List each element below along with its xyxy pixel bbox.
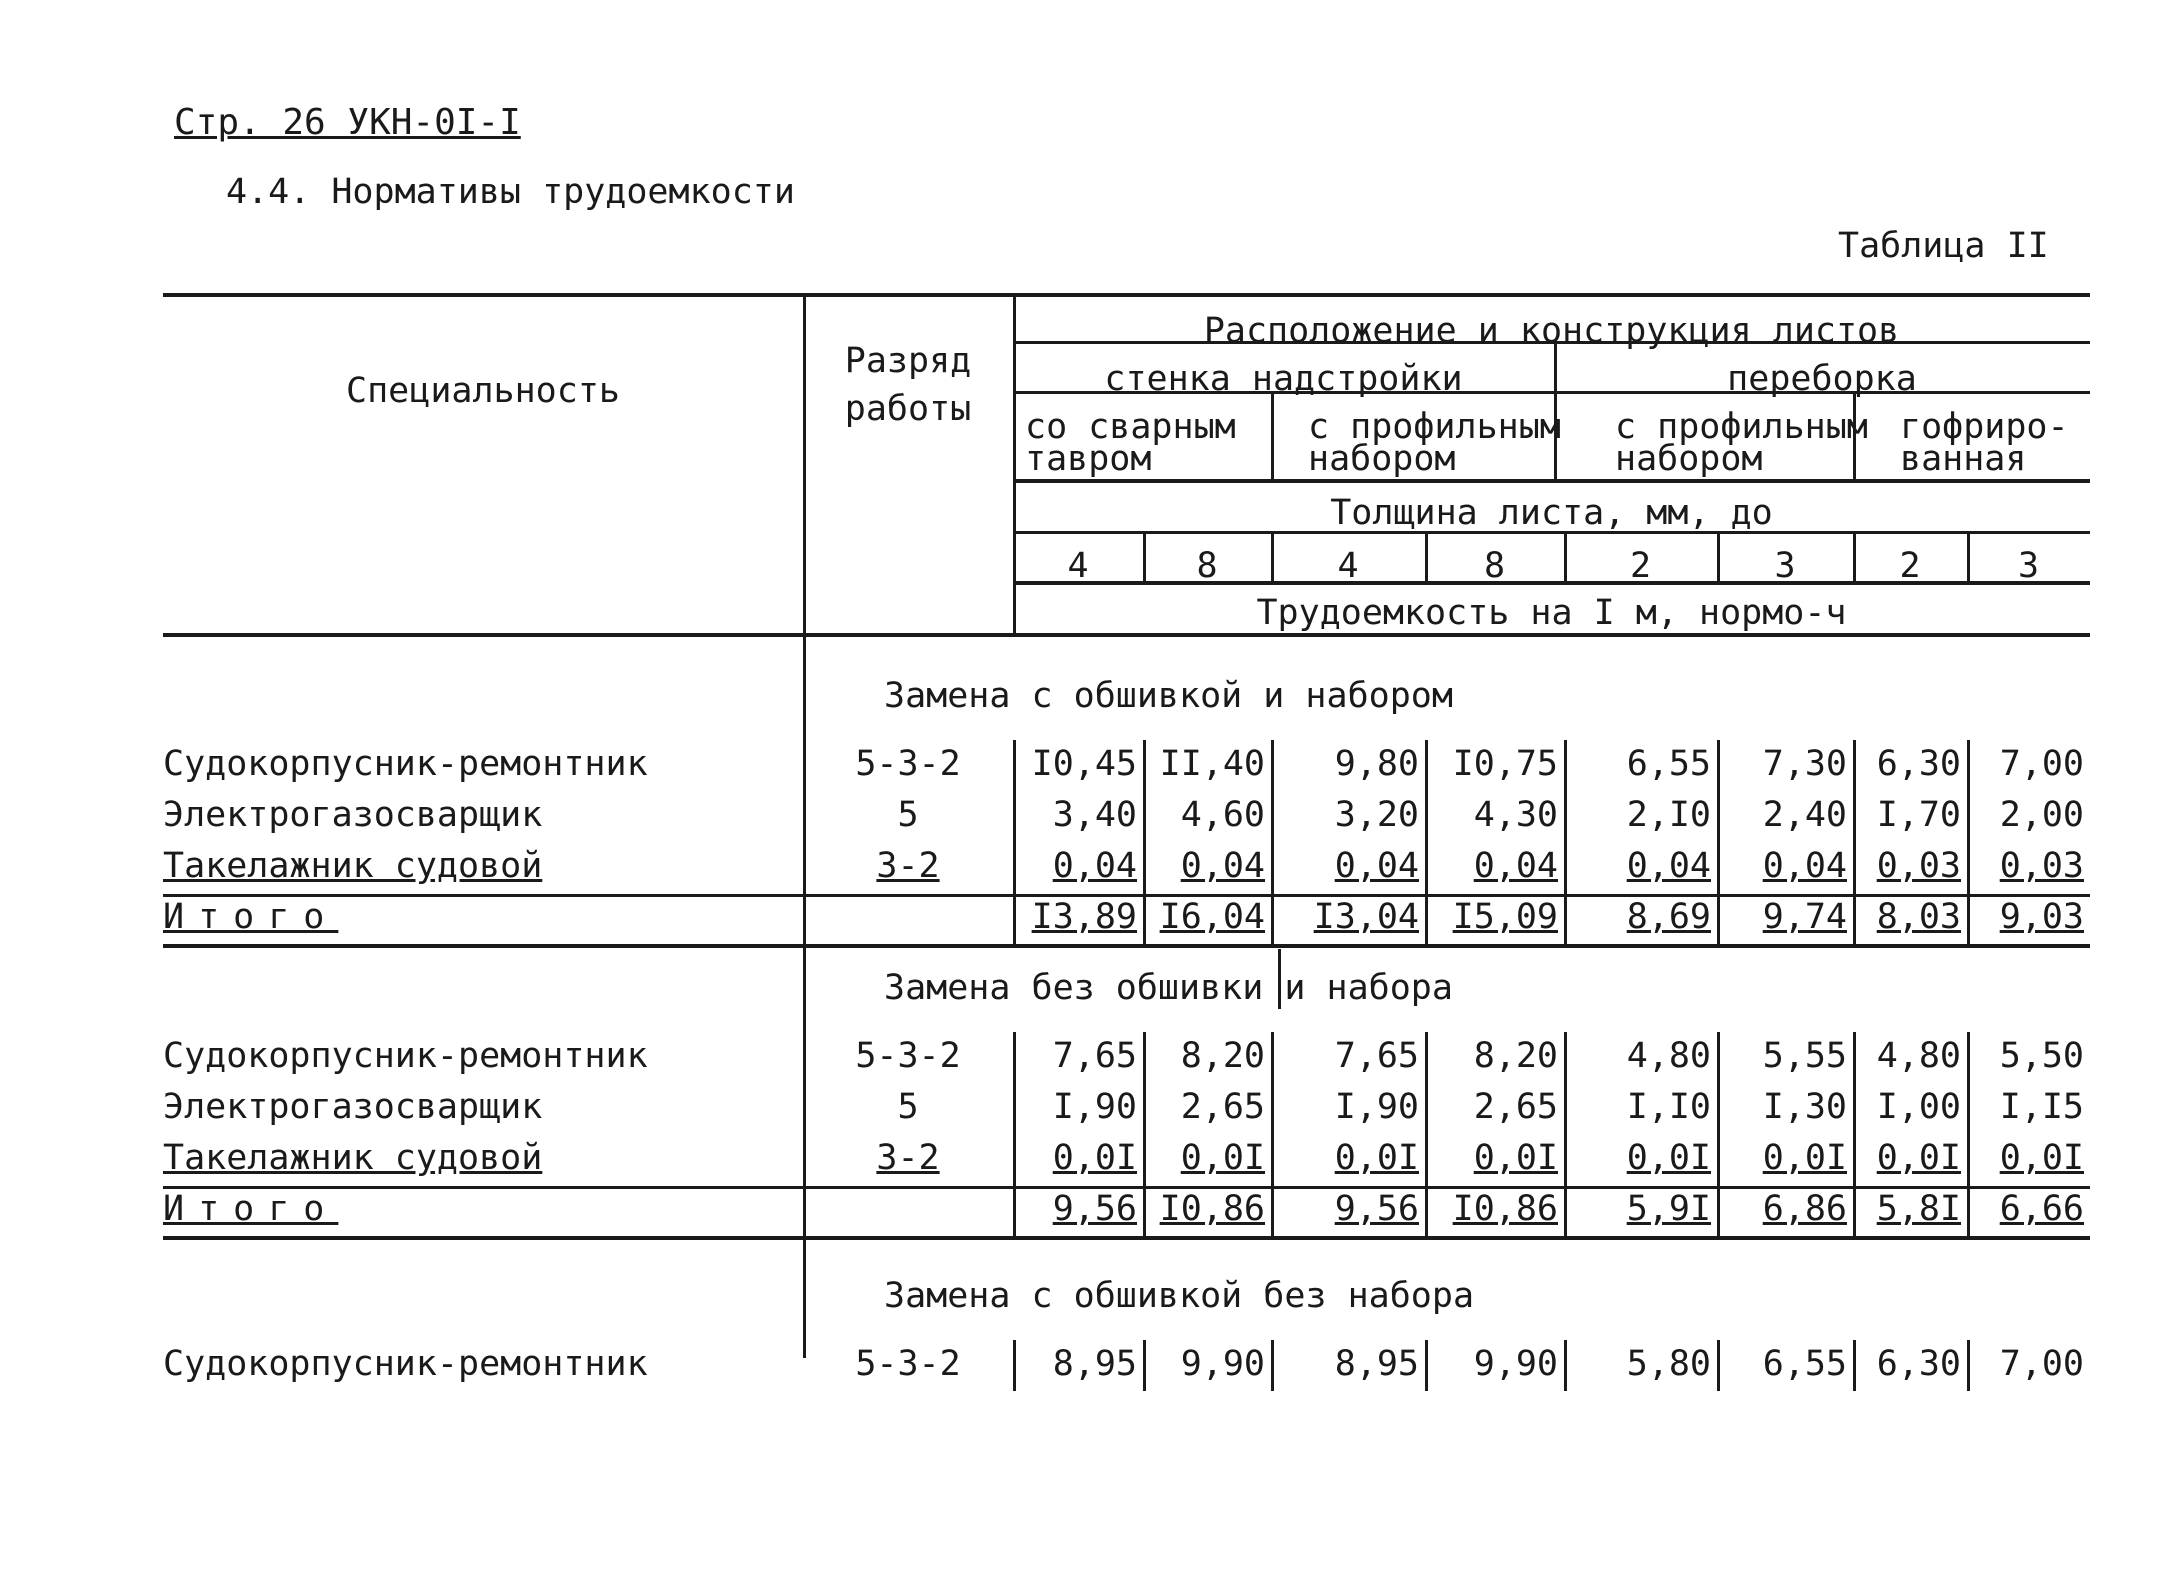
header-sub-corrugated-line1: гофриро- [1900, 407, 2069, 447]
column-divider [1967, 1340, 1970, 1391]
column-divider [1271, 1083, 1274, 1134]
column-divider [1717, 791, 1720, 842]
table-cell: 0,04 [1334, 846, 1419, 886]
table-cell: 6,55 [1626, 744, 1711, 784]
column-divider [1853, 893, 1856, 944]
total-cell: I6,04 [1159, 897, 1265, 937]
column-divider [1271, 842, 1274, 893]
table-cell: 8,95 [1334, 1344, 1419, 1384]
table-cell: 4,80 [1876, 1036, 1961, 1076]
column-divider [1271, 531, 1274, 581]
column-divider [1271, 740, 1274, 791]
header-group-bulkhead: переборка [1727, 359, 1917, 399]
table-rule [1013, 581, 2090, 585]
table-cell: 5,80 [1626, 1344, 1711, 1384]
row-grade: 3-2 [876, 846, 940, 886]
thickness-value: 2 [1629, 546, 1652, 586]
table-label: Таблица II [1838, 226, 2049, 266]
column-divider [1143, 842, 1146, 893]
table-cell: 0,04 [1052, 846, 1137, 886]
table-cell: I,I5 [1999, 1087, 2084, 1127]
column-divider [1143, 1134, 1146, 1185]
total-cell: 9,56 [1052, 1189, 1137, 1229]
header-sub-profiled-bulkhead-line2: набором [1615, 439, 1763, 479]
column-divider [1013, 1032, 1016, 1083]
column-divider [1967, 1032, 1970, 1083]
section-title: Замена с обшивкой без набора [884, 1276, 1475, 1316]
table-cell: 2,00 [1999, 795, 2084, 835]
column-divider [1271, 1134, 1274, 1185]
column-divider [1717, 1340, 1720, 1391]
table-cell: 0,0I [1762, 1138, 1847, 1178]
row-grade: 3-2 [876, 1138, 940, 1178]
column-divider [1853, 842, 1856, 893]
column-divider [1564, 893, 1567, 944]
column-divider [1013, 1134, 1016, 1185]
column-divider [1717, 893, 1720, 944]
table-cell: 5,55 [1762, 1036, 1847, 1076]
table-cell: 6,55 [1762, 1344, 1847, 1384]
row-grade: 5 [897, 1087, 919, 1127]
column-divider [1143, 531, 1146, 581]
labor-norms-table [163, 293, 2090, 1384]
column-divider [1271, 893, 1274, 944]
table-cell: 4,80 [1626, 1036, 1711, 1076]
column-divider [1143, 1032, 1146, 1083]
column-divider [1425, 893, 1428, 944]
table-cell: 7,00 [1999, 744, 2084, 784]
column-divider [1967, 1185, 1970, 1236]
total-cell: 8,03 [1876, 897, 1961, 937]
header-sub-profiled-bulkhead-line1: с профильным [1615, 407, 1868, 447]
column-divider [1425, 842, 1428, 893]
column-divider [1143, 893, 1146, 944]
row-grade: 5 [897, 795, 919, 835]
table-rule [1013, 531, 2090, 534]
table-cell: 2,I0 [1626, 795, 1711, 835]
column-divider [1425, 740, 1428, 791]
table-cell: 0,0I [1473, 1138, 1558, 1178]
total-cell: I3,89 [1031, 897, 1137, 937]
column-divider [1564, 791, 1567, 842]
table-cell: 0,0I [1876, 1138, 1961, 1178]
table-cell: I,90 [1052, 1087, 1137, 1127]
table-cell: 0,03 [1999, 846, 2084, 886]
table-rule [163, 1186, 2090, 1189]
total-cell: 5,8I [1876, 1189, 1961, 1229]
column-divider [1853, 1340, 1856, 1391]
column-divider [1853, 1083, 1856, 1134]
column-divider [1425, 1185, 1428, 1236]
table-cell: I,70 [1876, 795, 1961, 835]
column-divider [1425, 1340, 1428, 1391]
column-divider [1853, 791, 1856, 842]
column-divider [1564, 740, 1567, 791]
thickness-value: 8 [1196, 546, 1218, 586]
row-specialty: Судокорпусник-ремонтник [163, 744, 648, 784]
column-divider [803, 633, 806, 1028]
column-divider [1717, 1083, 1720, 1134]
table-cell: 0,0I [1626, 1138, 1711, 1178]
table-cell: 0,0I [1052, 1138, 1137, 1178]
header-labor: Трудоемкость на I м, нормо-ч [1256, 593, 1847, 633]
column-divider [1853, 531, 1856, 581]
table-cell: 2,65 [1180, 1087, 1265, 1127]
column-divider [1143, 1340, 1146, 1391]
table-cell: I,I0 [1626, 1087, 1711, 1127]
table-cell: 0,0I [1999, 1138, 2084, 1178]
column-divider [1143, 1083, 1146, 1134]
table-cell: 9,90 [1180, 1344, 1265, 1384]
table-rule [163, 1236, 2090, 1240]
column-divider [1013, 791, 1016, 842]
table-cell: 8,20 [1473, 1036, 1558, 1076]
column-divider [1278, 949, 1281, 1009]
column-divider [1013, 293, 1016, 633]
row-specialty: Судокорпусник-ремонтник [163, 1036, 648, 1076]
table-cell: I0,75 [1452, 744, 1558, 784]
column-divider [1143, 1185, 1146, 1236]
column-divider [1967, 1134, 1970, 1185]
table-cell: 9,80 [1334, 744, 1419, 784]
total-cell: I0,86 [1159, 1189, 1265, 1229]
column-divider [1271, 1032, 1274, 1083]
column-divider [1967, 893, 1970, 944]
thickness-value: 8 [1483, 546, 1506, 586]
header-sub-welded-line2: тавром [1025, 439, 1152, 479]
column-divider [1967, 531, 1970, 581]
table-cell: 6,30 [1876, 744, 1961, 784]
table-cell: 7,65 [1334, 1036, 1419, 1076]
total-label: Итого [163, 897, 339, 937]
table-cell: 2,40 [1762, 795, 1847, 835]
column-divider [1425, 1032, 1428, 1083]
thickness-value: 4 [1067, 546, 1089, 586]
column-divider [1013, 893, 1016, 944]
column-divider [1853, 1185, 1856, 1236]
section-title: Замена без обшивки и набора [884, 968, 1453, 1008]
table-cell: 7,00 [1999, 1344, 2084, 1384]
total-cell: I5,09 [1452, 897, 1558, 937]
table-rule [163, 633, 2090, 637]
column-divider [1564, 1340, 1567, 1391]
column-divider [1271, 791, 1274, 842]
table-rule [163, 894, 2090, 897]
table-cell: I0,45 [1031, 744, 1137, 784]
column-divider [1564, 1134, 1567, 1185]
total-cell: 5,9I [1626, 1189, 1711, 1229]
column-divider [803, 1213, 806, 1358]
column-divider [803, 293, 806, 633]
thickness-value: 4 [1337, 546, 1359, 586]
total-label: Итого [163, 1189, 339, 1229]
column-divider [1717, 740, 1720, 791]
table-cell: II,40 [1159, 744, 1265, 784]
row-grade: 5-3-2 [855, 744, 961, 784]
column-divider [1143, 740, 1146, 791]
column-divider [1425, 1083, 1428, 1134]
header-specialty: Специальность [346, 371, 620, 411]
header-grade-line1: Разряд [844, 341, 972, 381]
total-cell: 9,56 [1334, 1189, 1419, 1229]
column-divider [1425, 791, 1428, 842]
row-specialty: Такелажник судовой [163, 846, 543, 886]
total-cell: 8,69 [1626, 897, 1711, 937]
table-cell: 3,20 [1334, 795, 1419, 835]
thickness-value: 3 [2017, 546, 2040, 586]
table-cell: I,90 [1334, 1087, 1419, 1127]
total-cell: 9,03 [1999, 897, 2084, 937]
table-cell: 8,20 [1180, 1036, 1265, 1076]
header-thickness: Толщина листа, мм, до [1330, 493, 1773, 533]
table-rule [1013, 479, 2090, 483]
section-title: 4.4. Нормативы трудоемкости [226, 172, 795, 212]
column-divider [1143, 791, 1146, 842]
column-divider [1717, 531, 1720, 581]
table-cell: 0,0I [1180, 1138, 1265, 1178]
table-cell: 0,03 [1876, 846, 1961, 886]
table-cell: 8,95 [1052, 1344, 1137, 1384]
table-cell: I,00 [1876, 1087, 1961, 1127]
row-specialty: Судокорпусник-ремонтник [163, 1344, 648, 1384]
table-cell: 0,04 [1473, 846, 1558, 886]
column-divider [1013, 740, 1016, 791]
table-cell: 7,30 [1762, 744, 1847, 784]
column-divider [1013, 842, 1016, 893]
table-rule [1013, 391, 2090, 394]
header-sub-profiled-wall-line1: с профильным [1308, 407, 1561, 447]
column-divider [1271, 1340, 1274, 1391]
column-divider [1853, 391, 1856, 481]
thickness-value: 3 [1774, 546, 1796, 586]
header-sub-profiled-wall-line2: набором [1308, 439, 1456, 479]
total-cell: I3,04 [1313, 897, 1419, 937]
table-rule [1013, 341, 2090, 344]
column-divider [1271, 1185, 1274, 1236]
column-divider [1564, 1032, 1567, 1083]
column-divider [1967, 740, 1970, 791]
header-grade-line2: работы [844, 389, 972, 429]
table-cell: 6,30 [1876, 1344, 1961, 1384]
column-divider [1271, 391, 1274, 481]
column-divider [1717, 842, 1720, 893]
column-divider [1564, 531, 1567, 581]
total-cell: I0,86 [1452, 1189, 1558, 1229]
table-rule [163, 944, 2090, 948]
column-divider [1717, 1032, 1720, 1083]
table-cell: 0,04 [1762, 846, 1847, 886]
column-divider [1717, 1134, 1720, 1185]
row-specialty: Такелажник судовой [163, 1138, 543, 1178]
table-cell: 4,30 [1473, 795, 1558, 835]
column-divider [1013, 1340, 1016, 1391]
table-cell: 2,65 [1473, 1087, 1558, 1127]
table-rule [163, 293, 2090, 297]
header-placement: Расположение и конструкция листов [1203, 311, 1900, 351]
row-specialty: Электрогазосварщик [163, 1087, 543, 1127]
column-divider [1425, 1134, 1428, 1185]
row-grade: 5-3-2 [855, 1344, 961, 1384]
column-divider [1967, 1083, 1970, 1134]
column-divider [1564, 842, 1567, 893]
section-title: Замена с обшивкой и набором [884, 676, 1453, 716]
column-divider [1967, 791, 1970, 842]
table-cell: 4,60 [1180, 795, 1265, 835]
table-cell: 9,90 [1473, 1344, 1558, 1384]
column-divider [1564, 1083, 1567, 1134]
column-divider [1564, 1185, 1567, 1236]
table-cell: 0,04 [1180, 846, 1265, 886]
column-divider [1967, 842, 1970, 893]
column-divider [1554, 341, 1557, 481]
header-sub-welded-line1: со сварным [1025, 407, 1236, 447]
row-grade: 5-3-2 [855, 1036, 961, 1076]
row-specialty: Электрогазосварщик [163, 795, 543, 835]
total-cell: 6,66 [1999, 1189, 2084, 1229]
column-divider [1013, 1083, 1016, 1134]
table-cell: 0,0I [1334, 1138, 1419, 1178]
table-cell: 5,50 [1999, 1036, 2084, 1076]
column-divider [1853, 1134, 1856, 1185]
table-cell: 0,04 [1626, 846, 1711, 886]
column-divider [1717, 1185, 1720, 1236]
column-divider [1853, 740, 1856, 791]
table-cell: I,30 [1762, 1087, 1847, 1127]
total-cell: 9,74 [1762, 897, 1847, 937]
header-group-wall: стенка надстройки [1104, 359, 1463, 399]
column-divider [1013, 1185, 1016, 1236]
total-cell: 6,86 [1762, 1189, 1847, 1229]
header-sub-corrugated-line2: ванная [1900, 439, 2027, 479]
column-divider [1425, 531, 1428, 581]
page-reference: Стр. 26 УКН-0I-I [174, 102, 521, 143]
column-divider [1853, 1032, 1856, 1083]
thickness-value: 2 [1899, 546, 1921, 586]
table-cell: 3,40 [1052, 795, 1137, 835]
table-cell: 7,65 [1052, 1036, 1137, 1076]
